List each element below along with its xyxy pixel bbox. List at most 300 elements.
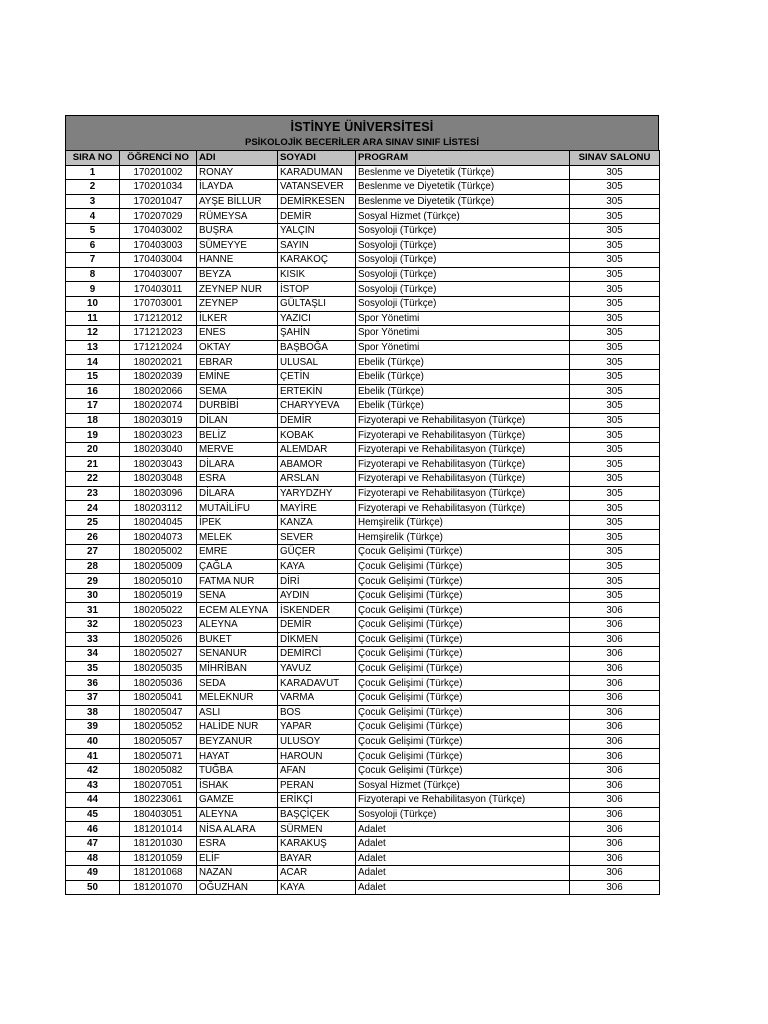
- cell-adi: RONAY: [197, 165, 278, 180]
- cell-sira-no: 34: [66, 647, 120, 662]
- cell-soyadi: ŞAHİN: [278, 326, 356, 341]
- cell-ogrenci-no: 180203112: [120, 501, 197, 516]
- column-header-sira-no: SIRA NO: [66, 151, 120, 166]
- cell-soyadi: KANZA: [278, 515, 356, 530]
- table-row: [66, 223, 660, 238]
- table-row: [66, 442, 660, 457]
- cell-ogrenci-no: 181201030: [120, 836, 197, 851]
- cell-program: Beslenme ve Diyetetik (Türkçe): [356, 165, 570, 180]
- cell-ogrenci-no: 180205057: [120, 734, 197, 749]
- cell-ogrenci-no: 181201059: [120, 851, 197, 866]
- cell-sira-no: 11: [66, 311, 120, 326]
- cell-adi: SEDA: [197, 676, 278, 691]
- cell-program: Çocuk Gelişimi (Türkçe): [356, 763, 570, 778]
- cell-ogrenci-no: 180203023: [120, 428, 197, 443]
- cell-program: Sosyoloji (Türkçe): [356, 267, 570, 282]
- table-row: [66, 588, 660, 603]
- cell-sira-no: 20: [66, 442, 120, 457]
- cell-sinav-salonu: 306: [570, 690, 660, 705]
- cell-sinav-salonu: 306: [570, 647, 660, 662]
- cell-sinav-salonu: 305: [570, 559, 660, 574]
- cell-program: Sosyoloji (Türkçe): [356, 253, 570, 268]
- cell-adi: MUTAİLİFU: [197, 501, 278, 516]
- cell-adi: GAMZE: [197, 793, 278, 808]
- cell-soyadi: KOBAK: [278, 428, 356, 443]
- cell-sira-no: 3: [66, 194, 120, 209]
- cell-sira-no: 48: [66, 851, 120, 866]
- cell-program: Fizyoterapi ve Rehabilitasyon (Türkçe): [356, 486, 570, 501]
- cell-sinav-salonu: 306: [570, 734, 660, 749]
- cell-adi: EMİNE: [197, 369, 278, 384]
- cell-ogrenci-no: 180205010: [120, 574, 197, 589]
- university-title: İSTİNYE ÜNİVERSİTESİ: [290, 120, 434, 134]
- cell-sinav-salonu: 305: [570, 267, 660, 282]
- cell-sira-no: 17: [66, 399, 120, 414]
- cell-adi: OKTAY: [197, 340, 278, 355]
- cell-sira-no: 15: [66, 369, 120, 384]
- cell-sinav-salonu: 305: [570, 457, 660, 472]
- table-row: [66, 720, 660, 735]
- cell-adi: RÜMEYSA: [197, 209, 278, 224]
- cell-program: Çocuk Gelişimi (Türkçe): [356, 559, 570, 574]
- cell-soyadi: BAŞÇİÇEK: [278, 807, 356, 822]
- table-row: [66, 880, 660, 895]
- cell-sinav-salonu: 306: [570, 720, 660, 735]
- cell-sinav-salonu: 306: [570, 632, 660, 647]
- cell-ogrenci-no: 170403011: [120, 282, 197, 297]
- cell-soyadi: DEMİR: [278, 209, 356, 224]
- column-header-program: PROGRAM: [356, 151, 570, 166]
- cell-adi: HANNE: [197, 253, 278, 268]
- cell-soyadi: BOS: [278, 705, 356, 720]
- cell-soyadi: CHARYYEVA: [278, 399, 356, 414]
- cell-sinav-salonu: 305: [570, 340, 660, 355]
- cell-program: Çocuk Gelişimi (Türkçe): [356, 661, 570, 676]
- cell-program: Spor Yönetimi: [356, 311, 570, 326]
- cell-adi: ASLI: [197, 705, 278, 720]
- cell-soyadi: ALEMDAR: [278, 442, 356, 457]
- cell-soyadi: ERTEKİN: [278, 384, 356, 399]
- table-row: [66, 618, 660, 633]
- cell-ogrenci-no: 180202066: [120, 384, 197, 399]
- cell-soyadi: KAYA: [278, 880, 356, 895]
- cell-ogrenci-no: 180223061: [120, 793, 197, 808]
- cell-ogrenci-no: 170403007: [120, 267, 197, 282]
- cell-sinav-salonu: 306: [570, 851, 660, 866]
- cell-sinav-salonu: 306: [570, 793, 660, 808]
- cell-ogrenci-no: 180205002: [120, 545, 197, 560]
- cell-sinav-salonu: 306: [570, 705, 660, 720]
- table-row: [66, 661, 660, 676]
- cell-sira-no: 8: [66, 267, 120, 282]
- cell-program: Çocuk Gelişimi (Türkçe): [356, 603, 570, 618]
- table-row: [66, 457, 660, 472]
- cell-ogrenci-no: 170201047: [120, 194, 197, 209]
- cell-ogrenci-no: 180203040: [120, 442, 197, 457]
- cell-sinav-salonu: 306: [570, 676, 660, 691]
- table-row: [66, 559, 660, 574]
- cell-sinav-salonu: 305: [570, 515, 660, 530]
- cell-soyadi: KISIK: [278, 267, 356, 282]
- table-row: [66, 734, 660, 749]
- cell-program: Hemşirelik (Türkçe): [356, 515, 570, 530]
- cell-sinav-salonu: 305: [570, 530, 660, 545]
- cell-ogrenci-no: 180205041: [120, 690, 197, 705]
- cell-program: Fizyoterapi ve Rehabilitasyon (Türkçe): [356, 413, 570, 428]
- cell-program: Sosyoloji (Türkçe): [356, 238, 570, 253]
- cell-ogrenci-no: 171212024: [120, 340, 197, 355]
- cell-sira-no: 36: [66, 676, 120, 691]
- cell-program: Çocuk Gelişimi (Türkçe): [356, 734, 570, 749]
- cell-program: Çocuk Gelişimi (Türkçe): [356, 690, 570, 705]
- cell-program: Sosyal Hizmet (Türkçe): [356, 778, 570, 793]
- cell-ogrenci-no: 180204073: [120, 530, 197, 545]
- cell-program: Çocuk Gelişimi (Türkçe): [356, 720, 570, 735]
- cell-adi: MERVE: [197, 442, 278, 457]
- cell-ogrenci-no: 170403002: [120, 223, 197, 238]
- cell-sira-no: 23: [66, 486, 120, 501]
- table-row: [66, 545, 660, 560]
- cell-ogrenci-no: 180205027: [120, 647, 197, 662]
- cell-soyadi: GÜLTAŞLI: [278, 296, 356, 311]
- cell-soyadi: DEMİR: [278, 618, 356, 633]
- cell-sira-no: 29: [66, 574, 120, 589]
- cell-ogrenci-no: 171212023: [120, 326, 197, 341]
- cell-adi: DİLARA: [197, 486, 278, 501]
- table-row: [66, 676, 660, 691]
- cell-program: Adalet: [356, 851, 570, 866]
- cell-program: Fizyoterapi ve Rehabilitasyon (Türkçe): [356, 457, 570, 472]
- cell-adi: ECEM ALEYNA: [197, 603, 278, 618]
- cell-soyadi: KARAKUŞ: [278, 836, 356, 851]
- cell-adi: EBRAR: [197, 355, 278, 370]
- column-header-sinav-salonu: SINAV SALONU: [570, 151, 660, 166]
- cell-adi: SEMA: [197, 384, 278, 399]
- cell-adi: ESRA: [197, 836, 278, 851]
- cell-program: Çocuk Gelişimi (Türkçe): [356, 749, 570, 764]
- table-row: [66, 647, 660, 662]
- cell-sinav-salonu: 305: [570, 384, 660, 399]
- cell-adi: DURBİBİ: [197, 399, 278, 414]
- cell-ogrenci-no: 180205082: [120, 763, 197, 778]
- cell-soyadi: YAZICI: [278, 311, 356, 326]
- cell-sinav-salonu: 305: [570, 209, 660, 224]
- cell-adi: SENA: [197, 588, 278, 603]
- cell-soyadi: SÜRMEN: [278, 822, 356, 837]
- table-row: [66, 530, 660, 545]
- cell-sinav-salonu: 305: [570, 369, 660, 384]
- cell-program: Beslenme ve Diyetetik (Türkçe): [356, 180, 570, 195]
- cell-sinav-salonu: 305: [570, 413, 660, 428]
- cell-adi: AYŞE BİLLUR: [197, 194, 278, 209]
- table-row: [66, 486, 660, 501]
- cell-soyadi: AFAN: [278, 763, 356, 778]
- cell-adi: ALEYNA: [197, 807, 278, 822]
- cell-sira-no: 25: [66, 515, 120, 530]
- cell-sira-no: 16: [66, 384, 120, 399]
- cell-program: Çocuk Gelişimi (Türkçe): [356, 588, 570, 603]
- table-row: [66, 355, 660, 370]
- cell-sinav-salonu: 306: [570, 807, 660, 822]
- cell-ogrenci-no: 180203096: [120, 486, 197, 501]
- column-header-soyadi: SOYADI: [278, 151, 356, 166]
- cell-adi: İPEK: [197, 515, 278, 530]
- table-row: [66, 515, 660, 530]
- cell-program: Çocuk Gelişimi (Türkçe): [356, 705, 570, 720]
- cell-program: Hemşirelik (Türkçe): [356, 530, 570, 545]
- cell-soyadi: DEMİR: [278, 413, 356, 428]
- cell-soyadi: BAŞBOĞA: [278, 340, 356, 355]
- cell-sinav-salonu: 306: [570, 749, 660, 764]
- cell-adi: DİLARA: [197, 457, 278, 472]
- cell-sinav-salonu: 305: [570, 574, 660, 589]
- cell-sira-no: 35: [66, 661, 120, 676]
- cell-sira-no: 45: [66, 807, 120, 822]
- cell-adi: NAZAN: [197, 866, 278, 881]
- cell-sinav-salonu: 306: [570, 836, 660, 851]
- cell-sinav-salonu: 305: [570, 296, 660, 311]
- table-row: [66, 296, 660, 311]
- cell-sinav-salonu: 305: [570, 311, 660, 326]
- cell-program: Adalet: [356, 822, 570, 837]
- cell-ogrenci-no: 170201034: [120, 180, 197, 195]
- cell-sira-no: 27: [66, 545, 120, 560]
- cell-program: Ebelik (Türkçe): [356, 399, 570, 414]
- cell-sinav-salonu: 306: [570, 661, 660, 676]
- cell-program: Sosyal Hizmet (Türkçe): [356, 209, 570, 224]
- cell-adi: TUĞBA: [197, 763, 278, 778]
- table-row: [66, 311, 660, 326]
- cell-sinav-salonu: 306: [570, 822, 660, 837]
- cell-sira-no: 5: [66, 223, 120, 238]
- cell-ogrenci-no: 171212012: [120, 311, 197, 326]
- cell-ogrenci-no: 180403051: [120, 807, 197, 822]
- table-row: [66, 384, 660, 399]
- cell-sinav-salonu: 305: [570, 282, 660, 297]
- cell-soyadi: ULUSAL: [278, 355, 356, 370]
- table-row: [66, 282, 660, 297]
- cell-program: Ebelik (Türkçe): [356, 384, 570, 399]
- cell-sira-no: 4: [66, 209, 120, 224]
- cell-adi: MELEK: [197, 530, 278, 545]
- cell-soyadi: VATANSEVER: [278, 180, 356, 195]
- cell-sira-no: 24: [66, 501, 120, 516]
- cell-sinav-salonu: 306: [570, 603, 660, 618]
- table-row: [66, 369, 660, 384]
- cell-sira-no: 43: [66, 778, 120, 793]
- cell-sinav-salonu: 306: [570, 866, 660, 881]
- cell-ogrenci-no: 181201068: [120, 866, 197, 881]
- cell-adi: ELİF: [197, 851, 278, 866]
- cell-adi: İLKER: [197, 311, 278, 326]
- header-row: [66, 151, 660, 166]
- cell-soyadi: HAROUN: [278, 749, 356, 764]
- cell-sira-no: 41: [66, 749, 120, 764]
- cell-soyadi: ABAMOR: [278, 457, 356, 472]
- table-row: [66, 180, 660, 195]
- table-row: [66, 632, 660, 647]
- cell-ogrenci-no: 180205023: [120, 618, 197, 633]
- cell-sinav-salonu: 305: [570, 326, 660, 341]
- cell-ogrenci-no: 170207029: [120, 209, 197, 224]
- cell-soyadi: SEVER: [278, 530, 356, 545]
- exam-list-sheet: [65, 115, 659, 895]
- cell-sinav-salonu: 305: [570, 399, 660, 414]
- cell-sinav-salonu: 305: [570, 588, 660, 603]
- cell-soyadi: AYDIN: [278, 588, 356, 603]
- cell-adi: SENANUR: [197, 647, 278, 662]
- cell-ogrenci-no: 180207051: [120, 778, 197, 793]
- cell-ogrenci-no: 170403004: [120, 253, 197, 268]
- cell-sira-no: 44: [66, 793, 120, 808]
- cell-sira-no: 31: [66, 603, 120, 618]
- cell-adi: FATMA NUR: [197, 574, 278, 589]
- cell-soyadi: İSTOP: [278, 282, 356, 297]
- cell-soyadi: KAYA: [278, 559, 356, 574]
- cell-adi: EMRE: [197, 545, 278, 560]
- cell-program: Sosyoloji (Türkçe): [356, 223, 570, 238]
- cell-ogrenci-no: 170703001: [120, 296, 197, 311]
- cell-ogrenci-no: 180205052: [120, 720, 197, 735]
- table-row: [66, 253, 660, 268]
- cell-ogrenci-no: 180205035: [120, 661, 197, 676]
- cell-soyadi: ARSLAN: [278, 472, 356, 487]
- cell-soyadi: DEMİRCİ: [278, 647, 356, 662]
- table-row: [66, 793, 660, 808]
- cell-sinav-salonu: 306: [570, 880, 660, 895]
- cell-program: Çocuk Gelişimi (Türkçe): [356, 632, 570, 647]
- cell-sira-no: 30: [66, 588, 120, 603]
- cell-ogrenci-no: 180205022: [120, 603, 197, 618]
- table-row: [66, 822, 660, 837]
- cell-soyadi: DEMİRKESEN: [278, 194, 356, 209]
- cell-sira-no: 13: [66, 340, 120, 355]
- cell-program: Çocuk Gelişimi (Türkçe): [356, 676, 570, 691]
- cell-program: Çocuk Gelişimi (Türkçe): [356, 618, 570, 633]
- cell-sinav-salonu: 305: [570, 180, 660, 195]
- cell-soyadi: ÇETİN: [278, 369, 356, 384]
- cell-ogrenci-no: 180205019: [120, 588, 197, 603]
- table-row: [66, 267, 660, 282]
- column-header-adi: ADI: [197, 151, 278, 166]
- cell-program: Sosyoloji (Türkçe): [356, 807, 570, 822]
- cell-sinav-salonu: 305: [570, 223, 660, 238]
- cell-ogrenci-no: 180202039: [120, 369, 197, 384]
- cell-program: Fizyoterapi ve Rehabilitasyon (Türkçe): [356, 472, 570, 487]
- cell-ogrenci-no: 170403003: [120, 238, 197, 253]
- table-row: [66, 501, 660, 516]
- cell-sira-no: 1: [66, 165, 120, 180]
- cell-sira-no: 39: [66, 720, 120, 735]
- cell-program: Spor Yönetimi: [356, 340, 570, 355]
- cell-soyadi: YALÇIN: [278, 223, 356, 238]
- cell-sira-no: 21: [66, 457, 120, 472]
- cell-program: Sosyoloji (Türkçe): [356, 296, 570, 311]
- cell-adi: OĞUZHAN: [197, 880, 278, 895]
- table-row: [66, 326, 660, 341]
- cell-sira-no: 32: [66, 618, 120, 633]
- cell-soyadi: BAYAR: [278, 851, 356, 866]
- cell-sira-no: 46: [66, 822, 120, 837]
- cell-soyadi: SAYIN: [278, 238, 356, 253]
- cell-sira-no: 49: [66, 866, 120, 881]
- cell-soyadi: YAPAR: [278, 720, 356, 735]
- cell-soyadi: VARMA: [278, 690, 356, 705]
- table-row: [66, 705, 660, 720]
- cell-ogrenci-no: 180203019: [120, 413, 197, 428]
- cell-soyadi: ACAR: [278, 866, 356, 881]
- cell-sira-no: 38: [66, 705, 120, 720]
- cell-sinav-salonu: 305: [570, 501, 660, 516]
- cell-ogrenci-no: 181201014: [120, 822, 197, 837]
- cell-sira-no: 14: [66, 355, 120, 370]
- cell-program: Ebelik (Türkçe): [356, 369, 570, 384]
- cell-sinav-salonu: 305: [570, 442, 660, 457]
- cell-adi: ÇAĞLA: [197, 559, 278, 574]
- cell-soyadi: YAVUZ: [278, 661, 356, 676]
- cell-adi: BELİZ: [197, 428, 278, 443]
- table-row: [66, 851, 660, 866]
- cell-sinav-salonu: 305: [570, 472, 660, 487]
- cell-sinav-salonu: 305: [570, 194, 660, 209]
- cell-sira-no: 26: [66, 530, 120, 545]
- column-header-ogrenci-no: ÖĞRENCİ NO: [120, 151, 197, 166]
- cell-ogrenci-no: 180205036: [120, 676, 197, 691]
- table-row: [66, 209, 660, 224]
- cell-soyadi: MAYİRE: [278, 501, 356, 516]
- cell-adi: HALİDE NUR: [197, 720, 278, 735]
- cell-adi: SÜMEYYE: [197, 238, 278, 253]
- cell-sinav-salonu: 306: [570, 763, 660, 778]
- cell-program: Çocuk Gelişimi (Türkçe): [356, 545, 570, 560]
- cell-program: Beslenme ve Diyetetik (Türkçe): [356, 194, 570, 209]
- cell-sira-no: 7: [66, 253, 120, 268]
- cell-ogrenci-no: 180202021: [120, 355, 197, 370]
- table-body: [66, 165, 660, 895]
- cell-program: Ebelik (Türkçe): [356, 355, 570, 370]
- table-row: [66, 574, 660, 589]
- table-row: [66, 399, 660, 414]
- cell-sira-no: 12: [66, 326, 120, 341]
- cell-ogrenci-no: 180205009: [120, 559, 197, 574]
- cell-ogrenci-no: 180203048: [120, 472, 197, 487]
- cell-adi: NİSA ALARA: [197, 822, 278, 837]
- cell-sinav-salonu: 306: [570, 778, 660, 793]
- cell-sira-no: 6: [66, 238, 120, 253]
- cell-soyadi: YARYDZHY: [278, 486, 356, 501]
- cell-adi: ALEYNA: [197, 618, 278, 633]
- table-row: [66, 472, 660, 487]
- table-row: [66, 603, 660, 618]
- cell-sinav-salonu: 305: [570, 253, 660, 268]
- cell-sinav-salonu: 305: [570, 165, 660, 180]
- cell-ogrenci-no: 180205071: [120, 749, 197, 764]
- cell-sira-no: 50: [66, 880, 120, 895]
- table-row: [66, 866, 660, 881]
- cell-soyadi: ERİKÇİ: [278, 793, 356, 808]
- cell-program: Adalet: [356, 836, 570, 851]
- cell-soyadi: GÜÇER: [278, 545, 356, 560]
- cell-soyadi: İSKENDER: [278, 603, 356, 618]
- cell-adi: BUŞRA: [197, 223, 278, 238]
- cell-sinav-salonu: 305: [570, 545, 660, 560]
- cell-adi: ZEYNEP: [197, 296, 278, 311]
- cell-soyadi: PERAN: [278, 778, 356, 793]
- table-row: [66, 836, 660, 851]
- cell-adi: BUKET: [197, 632, 278, 647]
- cell-sira-no: 18: [66, 413, 120, 428]
- cell-soyadi: DİRİ: [278, 574, 356, 589]
